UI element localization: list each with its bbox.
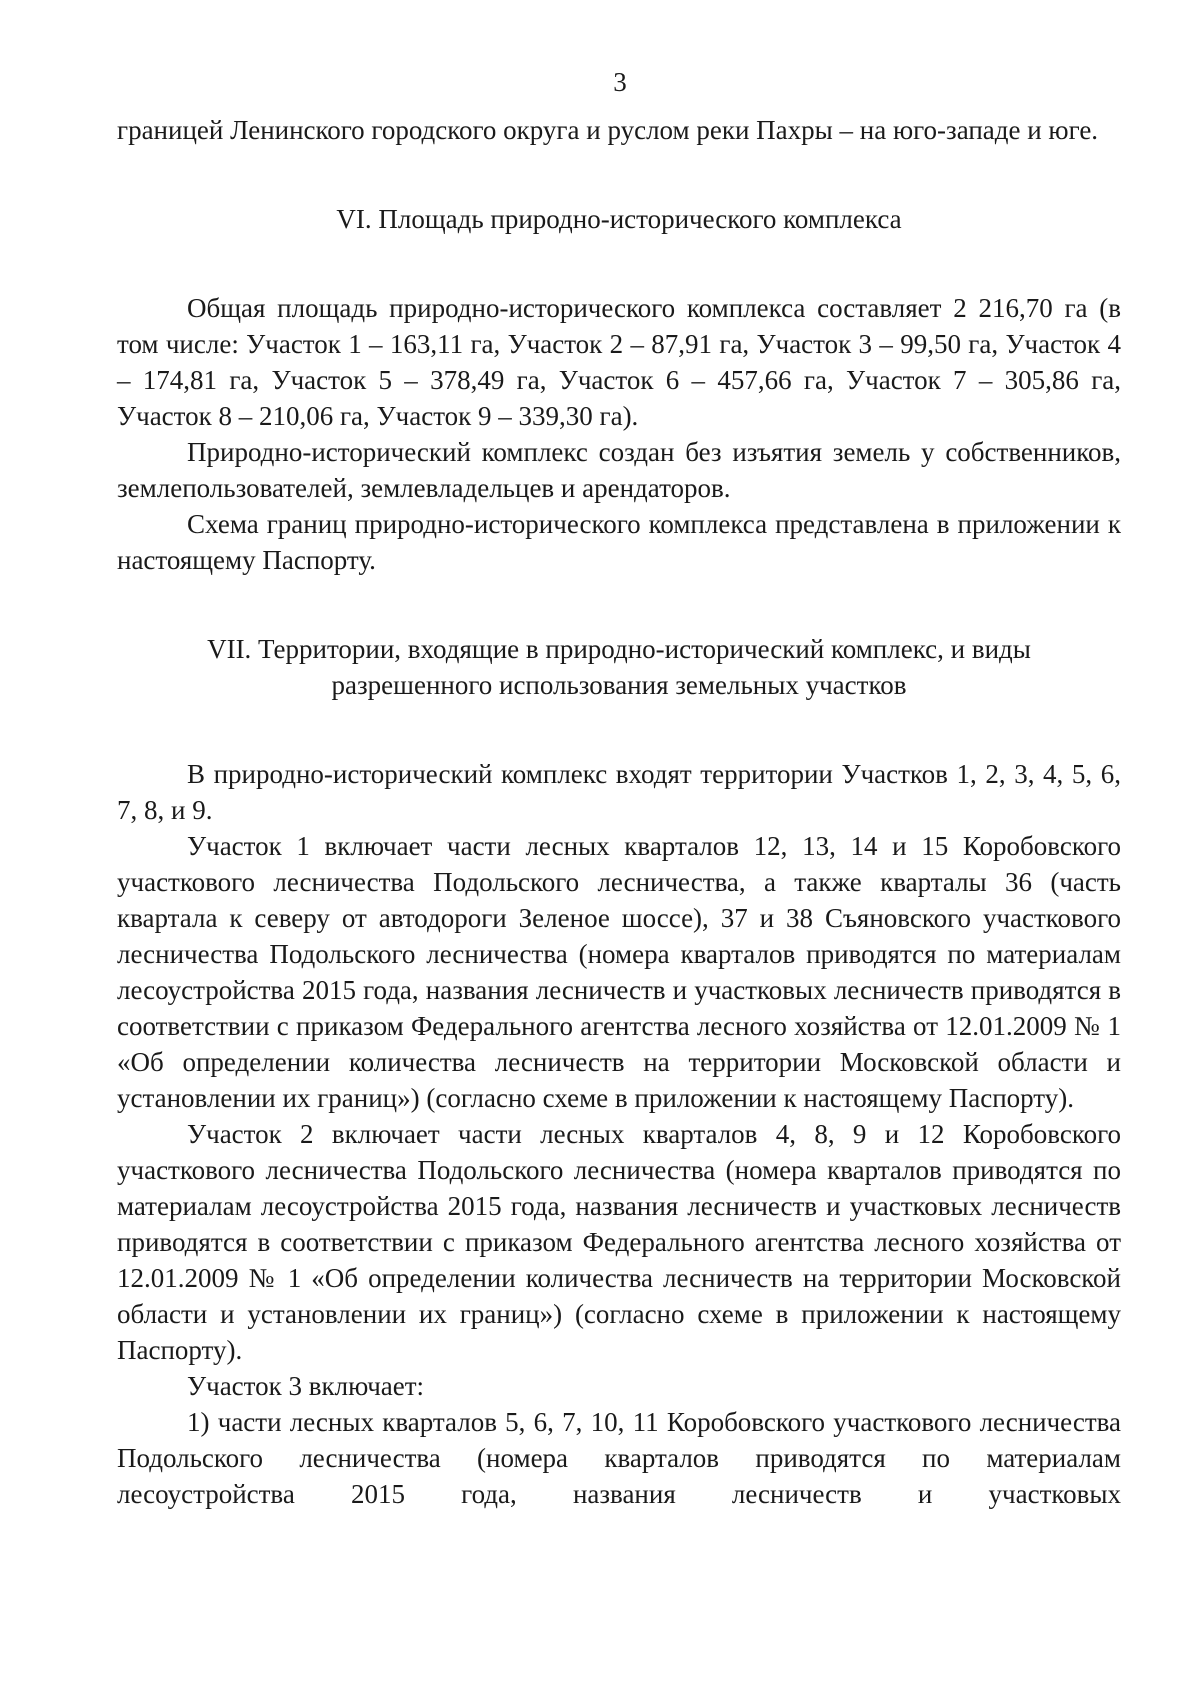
paragraph-plot-3-intro: Участок 3 включает: [187,1371,425,1401]
paragraph-boundary-scheme: Схема границ природно-исторического комплекса представлена в приложении к настоящему Паспорту. [117,509,1121,575]
paragraph-plot-1: Участок 1 включает части лесных кварталов 12, 13, 14 и 15 Коробовского участкового лесничества Подольского лесничества, а также кварталы 36 (часть квартала к северу от автодороги Зеленое шоссе), 37 и 38 Съяновского участкового лесничества Подольского лесничества (номера кварталов приводятся по материалам лесоустройства 2015 года, названия лесничеств и участковых лесничеств приводятся в соответствии с приказом Федерального агентства лесного хозяйства от 12.01.2009 № 1 «Об определении количества лесничеств на территории Московской области и установлении их границ») (согласно схеме в приложении к настоящему Паспорту). [117,831,1121,1113]
page-number: 3 [613,67,627,97]
paragraph-continuation: границей Ленинского городского округа и руслом реки Пахры – на юго-западе и юге. [117,115,1099,145]
section-7-heading-line-2: разрешенного использования земельных участков [331,670,907,700]
paragraph-plot-3-item-1: 1) части лесных кварталов 5, 6, 7, 10, 11 Коробовского участкового лесничества Подольского лесничества (номера кварталов приводятся по материалам лесоустройства 2015 года, названия лесничеств и участковых [117,1407,1121,1509]
paragraph-plot-2: Участок 2 включает части лесных кварталов 4, 8, 9 и 12 Коробовского участкового лесничества Подольского лесничества (номера кварталов приводятся по материалам лесоустройства 2015 года, названия лесничеств и участковых лесничеств приводятся в соответствии с приказом Федерального агентства лесного хозяйства от 12.01.2009 № 1 «Об определении количества лесничеств на территории Московской области и установлении их границ») (согласно схеме в приложении к настоящему Паспорту). [117,1119,1121,1365]
paragraph-no-withdrawal: Природно-исторический комплекс создан без изъятия земель у собственников, землепользователей, землевладельцев и арендаторов. [117,437,1121,503]
paragraph-included-territories: В природно-исторический комплекс входят территории Участков 1, 2, 3, 4, 5, 6, 7, 8, и 9. [117,759,1121,825]
section-6-heading: VI. Площадь природно-исторического комплекса [336,204,902,234]
paragraph-total-area: Общая площадь природно-исторического комплекса составляет 2 216,70 га (в том числе: Участок 1 – 163,11 га, Участок 2 – 87,91 га, Участок 3 – 99,50 га, Участок 4 – 174,81 га, Участок 5 – 378,49 га, Участок 6 – 457,66 га, Участок 7 – 305,86 га, Участок 8 – 210,06 га, Участок 9 – 339,30 га). [117,293,1121,431]
section-7-heading-line-1: VII. Территории, входящие в природно-исторический комплекс, и виды [207,634,1031,664]
document-body [117,112,1121,1512]
section-7-heading [117,631,1121,703]
